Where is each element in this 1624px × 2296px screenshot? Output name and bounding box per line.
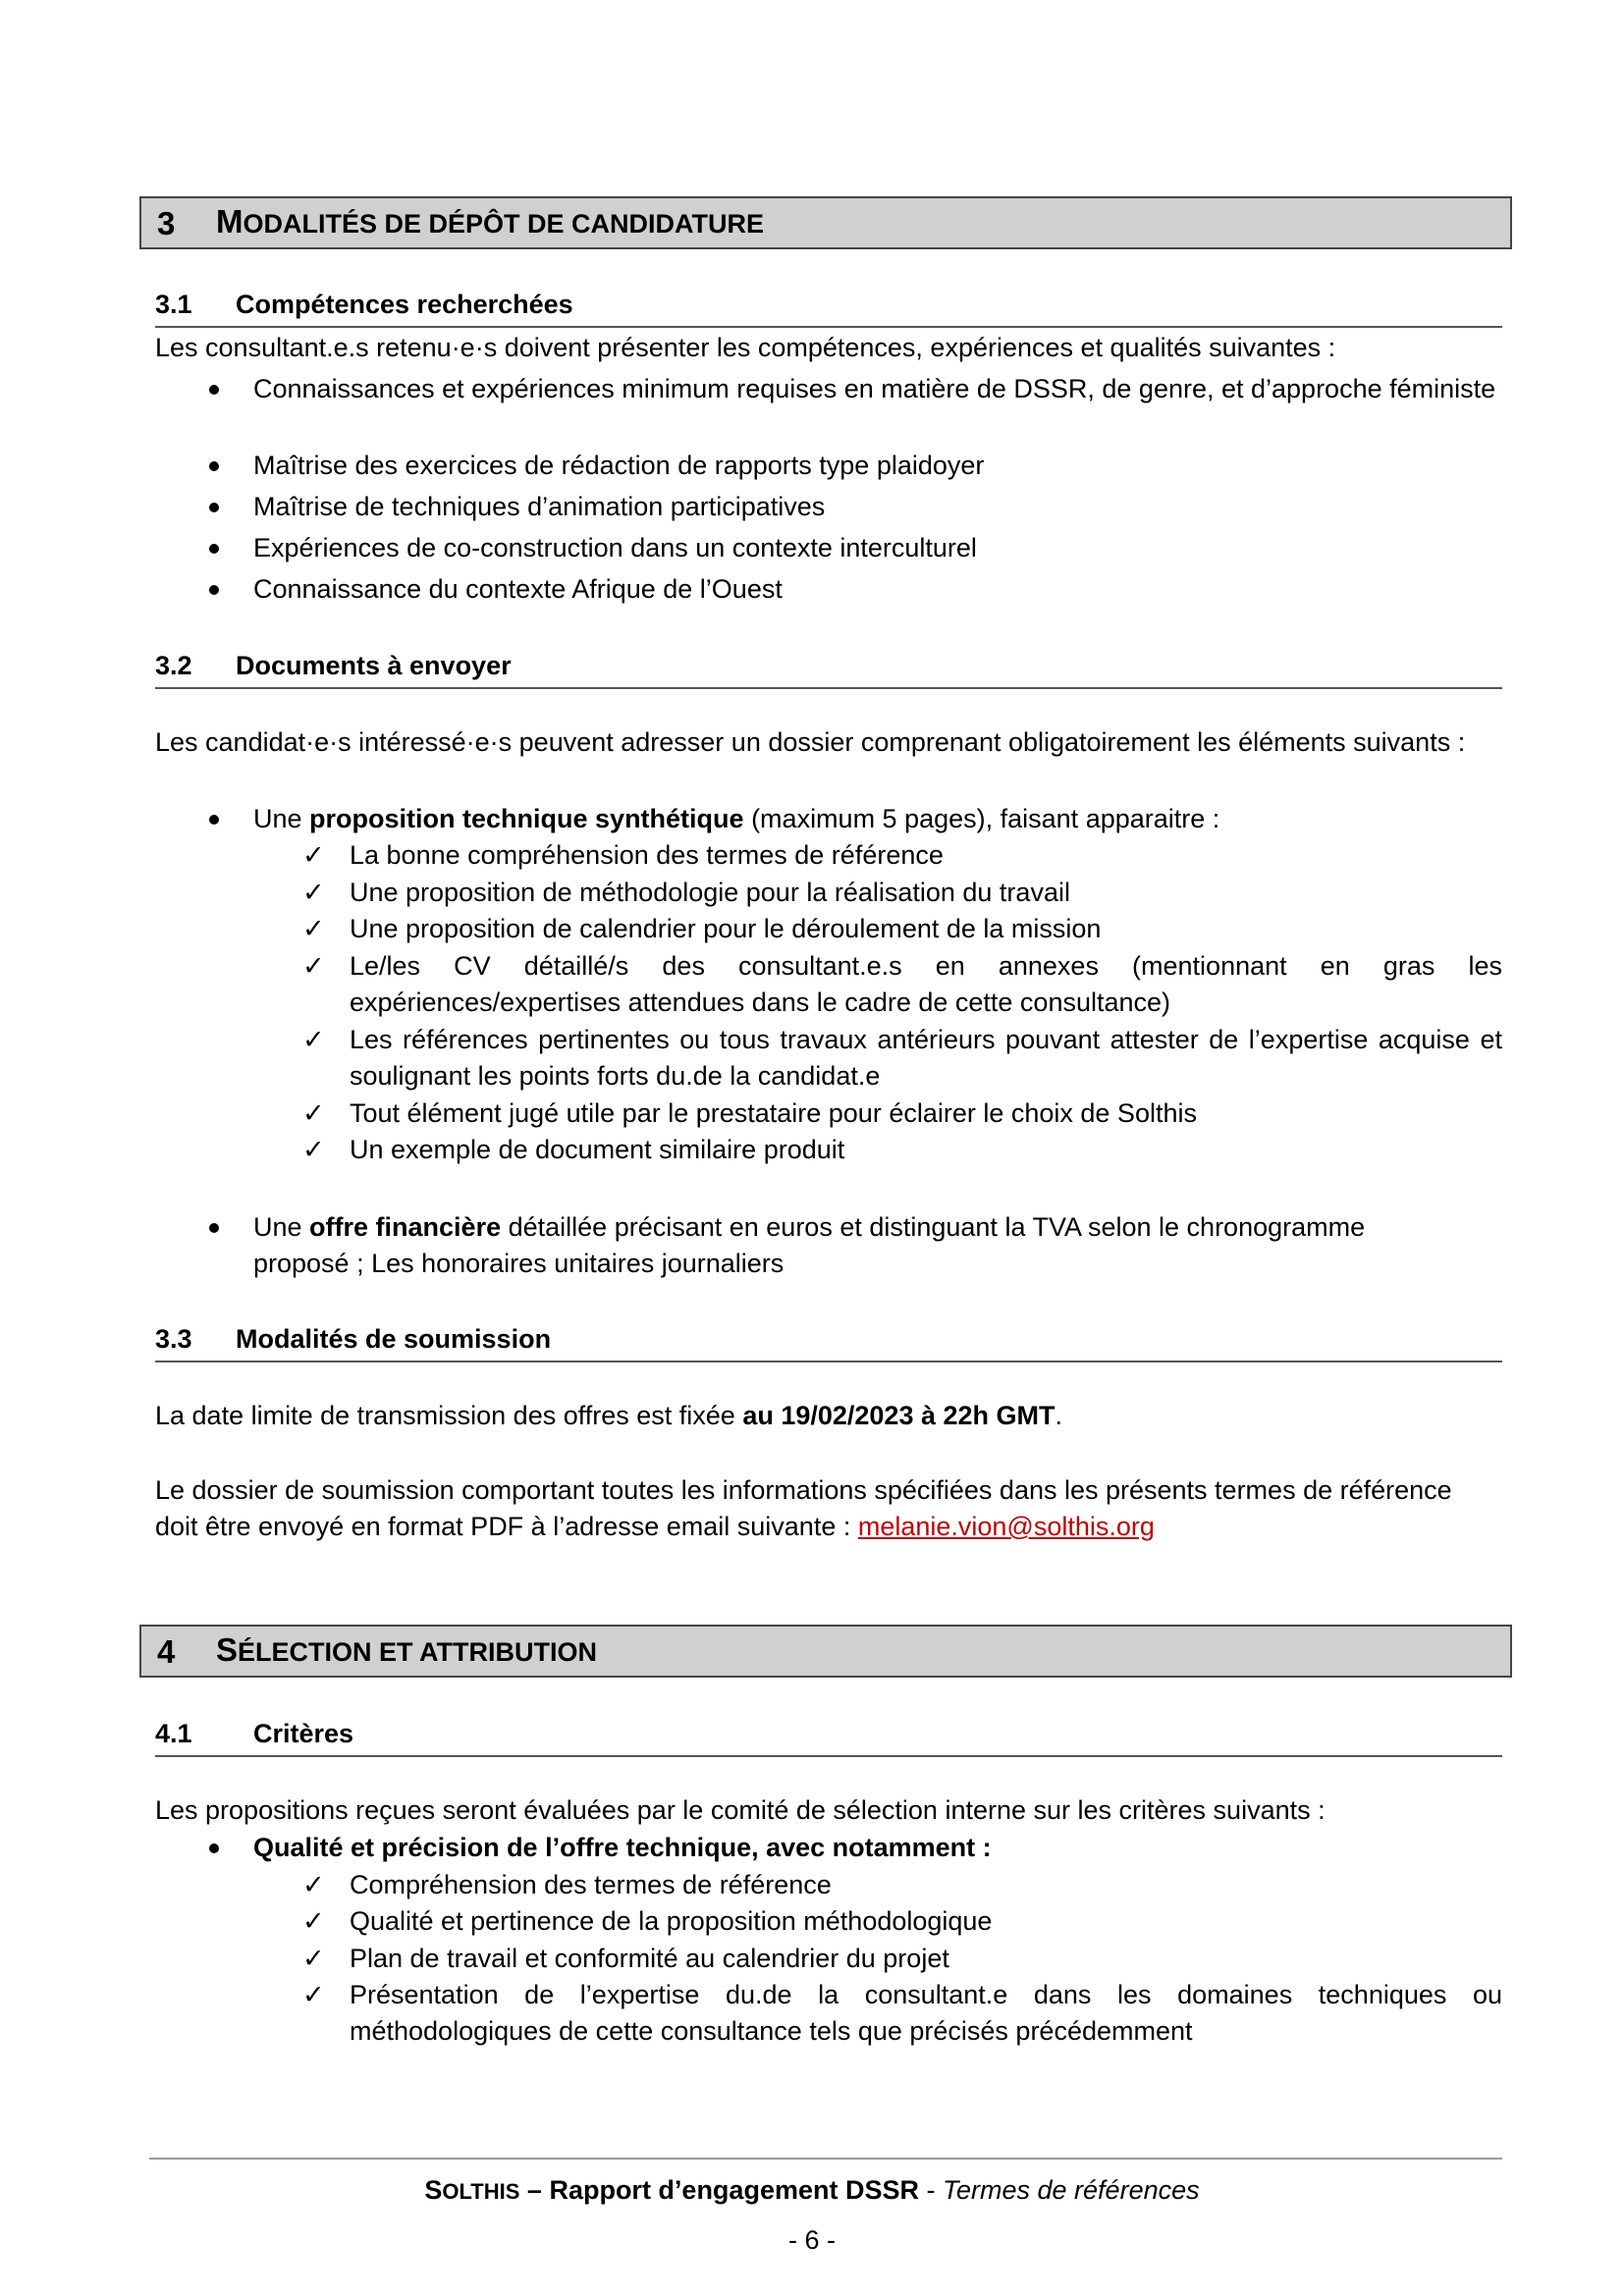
section-title-initial: M: [216, 203, 244, 240]
list-item: Expériences de co-construction dans un contexte interculturel: [253, 530, 1502, 566]
list-item: Connaissance du contexte Afrique de l’Ouest: [253, 571, 1502, 608]
item-text: Une: [253, 804, 310, 833]
section-title: [216, 1631, 597, 1671]
section-number: 3: [157, 204, 176, 241]
footer-title: – Rapport d’engagement DSSR: [519, 2175, 919, 2205]
check-item: ✓ Une proposition de méthodologie pour la réalisation du travail: [350, 875, 1502, 911]
item-text: détaillée précisant en euros et distinguant la TVA selon le chronogramme: [501, 1212, 1366, 1242]
subsection-title: Critères: [253, 1719, 354, 1748]
deadline-text: La date limite de transmission des offres est fixée: [155, 1401, 743, 1430]
section-4-header: [139, 1625, 1512, 1678]
subsection-4-1-header: [155, 1716, 1502, 1757]
section-title: [216, 203, 764, 242]
check-item: ✓ Le/les CV détaillé/s des consultant.e.s en annexes (mentionnant en gras les expériences/expertises attendues dans le cadre de cette consultance): [350, 948, 1502, 1021]
competences-intro: Les consultant.e.s retenu·e·s doivent présenter les compétences, expériences et qualités suivantes :: [155, 333, 1336, 362]
brand-rest: OLTHIS: [442, 2179, 520, 2204]
check-item: ✓ Les références pertinentes ou tous travaux antérieurs pouvant attester de l’expertise acquise et soulignant les points forts du.de la candidat.e: [350, 1022, 1502, 1095]
footer-separator: -: [918, 2175, 943, 2205]
item-text: proposé ; Les honoraires unitaires journaliers: [253, 1249, 785, 1278]
page-number: - 6 -: [787, 2225, 836, 2255]
email-link[interactable]: melanie.vion@solthis.org: [857, 1512, 1155, 1541]
subsection-3-2-header: [155, 648, 1502, 689]
check-item: ✓ Qualité et pertinence de la proposition méthodologique: [350, 1903, 1502, 1940]
check-item: ✓ Présentation de l’expertise du.de la consultant.e dans les domaines techniques ou méthodologiques de cette consultance tels que précisés précédemment: [350, 1977, 1502, 2050]
item-bold: proposition technique synthétique: [309, 804, 744, 833]
section-title-rest: ODALITÉS DE DÉPÔT DE CANDIDATURE: [243, 209, 765, 239]
section-3-header: [139, 196, 1512, 249]
check-item: ✓ Un exemple de document similaire produit: [350, 1132, 1502, 1168]
footer-divider: [149, 2158, 1502, 2160]
documents-intro: Les candidat·e·s intéressé·e·s peuvent adresser un dossier comprenant obligatoirement les éléments suivants :: [155, 727, 1466, 757]
list-item-technical-quality: Qualité et précision de l’offre technique, avec notamment :: [253, 1830, 1502, 1866]
subsection-number: 3.2: [155, 651, 192, 680]
item-text: Une: [253, 1212, 310, 1242]
subsection-title: Compétences recherchées: [236, 290, 573, 319]
subsection-number: 3.3: [155, 1324, 192, 1354]
deadline-paragraph: [155, 1398, 1502, 1434]
item-bold: offre financière: [309, 1212, 502, 1242]
list-item: Maîtrise de techniques d’animation participatives: [253, 489, 1502, 525]
check-item: ✓ Une proposition de calendrier pour le déroulement de la mission: [350, 911, 1502, 947]
subsection-number: 3.1: [155, 290, 192, 319]
submission-text: Le dossier de soumission comportant toutes les informations spécifiées dans les présents termes de référence: [155, 1475, 1452, 1505]
footer-subtitle: Termes de références: [942, 2175, 1200, 2205]
section-title-initial: S: [216, 1631, 239, 1668]
deadline-date: au 19/02/2023 à 22h GMT: [742, 1401, 1056, 1430]
criteria-intro: Les propositions reçues seront évaluées par le comité de sélection interne sur les critères suivants :: [155, 1795, 1326, 1825]
submission-text: doit être envoyé en format PDF à l’adresse email suivante :: [155, 1512, 858, 1541]
check-item: ✓ Tout élément jugé utile par le prestataire pour éclairer le choix de Solthis: [350, 1095, 1502, 1132]
list-item-financial-offer: [253, 1209, 1502, 1282]
list-item: Maîtrise des exercices de rédaction de rapports type plaidoyer: [253, 448, 1502, 484]
check-item: ✓ Compréhension des termes de référence: [350, 1867, 1502, 1903]
item-text: (maximum 5 pages), faisant apparaitre :: [743, 804, 1220, 833]
check-item: ✓ La bonne compréhension des termes de référence: [350, 837, 1502, 874]
page-footer: [0, 2172, 1624, 2210]
subsection-number: 4.1: [155, 1719, 192, 1748]
subsection-title: Documents à envoyer: [236, 651, 512, 680]
footer-brand: [424, 2175, 919, 2205]
check-item: ✓ Plan de travail et conformité au calendrier du projet: [350, 1941, 1502, 1977]
section-number: 4: [157, 1632, 176, 1670]
list-item: Connaissances et expériences minimum requises en matière de DSSR, de genre, et d’approche féministe: [253, 371, 1502, 407]
subsection-3-1-header: [155, 287, 1502, 328]
brand-initial: S: [424, 2175, 443, 2205]
subsection-title: Modalités de soumission: [236, 1324, 552, 1354]
list-item-technical-proposal: [253, 801, 1502, 837]
submission-paragraph: [155, 1472, 1502, 1545]
deadline-text: .: [1055, 1401, 1063, 1430]
section-title-rest: ÉLECTION ET ATTRIBUTION: [238, 1637, 597, 1667]
subsection-3-3-header: [155, 1321, 1502, 1362]
